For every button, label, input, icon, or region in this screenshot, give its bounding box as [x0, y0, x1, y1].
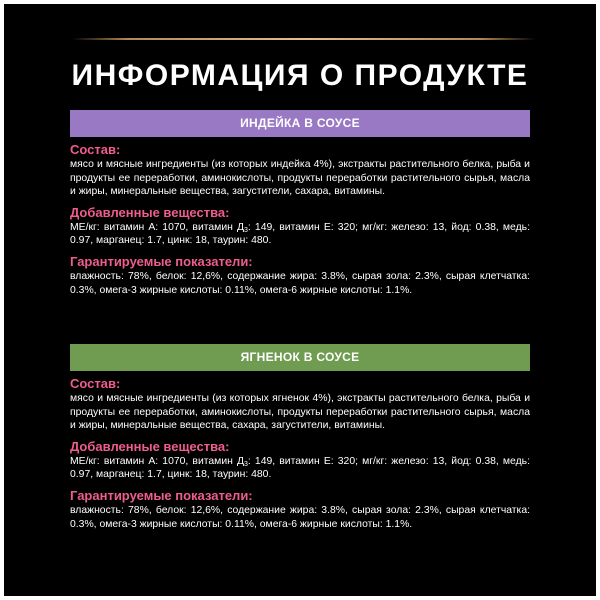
- composition-heading: Состав:: [70, 142, 121, 157]
- analysis-heading: Гарантируемые показатели:: [70, 253, 253, 269]
- additives-text-end: : 149, витамин Е: 320; мг/кг: железо: 13, йод: 0.38, медь: 0.97, марганец: 1.7, цинк: 18, таурин: 480.: [70, 455, 530, 481]
- composition-heading: Состав:: [70, 376, 121, 391]
- additives-text: [70, 455, 530, 482]
- analysis-heading: Гарантируемые показатели:: [70, 487, 253, 503]
- vitamin-d-subscript: 3: [244, 460, 248, 468]
- product-info-card: [4, 4, 596, 596]
- vitamin-d-subscript: 3: [244, 226, 248, 234]
- variant-section-turkey: [70, 142, 530, 303]
- analysis-text: влажность: 78%, белок: 12,6%, содержание жира: 3.8%, сырая зола: 2.3%, сырая клетчатка: 0.3%, омега-3 жирные кислоты: 0.11%, омега-6 жирные кислоты: 1.1%.: [70, 270, 530, 296]
- additives-text-end: : 149, витамин Е: 320; мг/кг: железо: 13, йод: 0.38, медь: 0.97, марганец: 1.7, цинк: 18, таурин: 480.: [70, 221, 530, 247]
- variant-band-turkey: ИНДЕЙКА В СОУСЕ: [70, 110, 530, 137]
- additives-text-start: МЕ/кг: витамин А: 1070, витамин Д: [70, 455, 245, 467]
- gold-divider-line: [72, 38, 536, 40]
- additives-text-start: МЕ/кг: витамин А: 1070, витамин Д: [70, 221, 245, 233]
- page-title: ИНФОРМАЦИЯ О ПРОДУКТЕ: [71, 59, 529, 92]
- composition-text: мясо и мясные ингредиенты (из которых индейка 4%), экстракты растительного белка, рыба и продукты ее переработки, аминокислоты, продукты переработки растительного сырья, масла и жиры, минеральные вещества, загустители, сахара, витамины.: [70, 159, 530, 198]
- additives-text: [70, 221, 530, 248]
- composition-text: мясо и мясные ингредиенты (из которых ягненок 4%), экстракты растительного белка, рыба и продукты ее переработки, аминокислоты, продукты переработки растительного сырья, масла и жиры, минеральные вещества, сахара, загустители, витамины.: [70, 393, 530, 432]
- analysis-text: влажность: 78%, белок: 12,6%, содержание жира: 3.8%, сырая зола: 2.3%, сырая клетчатка: 0.3%, омега-3 жирные кислоты: 0.11%, омега-6 жирные кислоты: 1.1%.: [70, 504, 530, 530]
- additives-heading: Добавленные вещества:: [70, 204, 230, 220]
- variant-section-lamb: [70, 376, 530, 537]
- additives-heading: Добавленные вещества:: [70, 438, 230, 454]
- variant-band-lamb: ЯГНЕНОК В СОУСЕ: [70, 344, 530, 371]
